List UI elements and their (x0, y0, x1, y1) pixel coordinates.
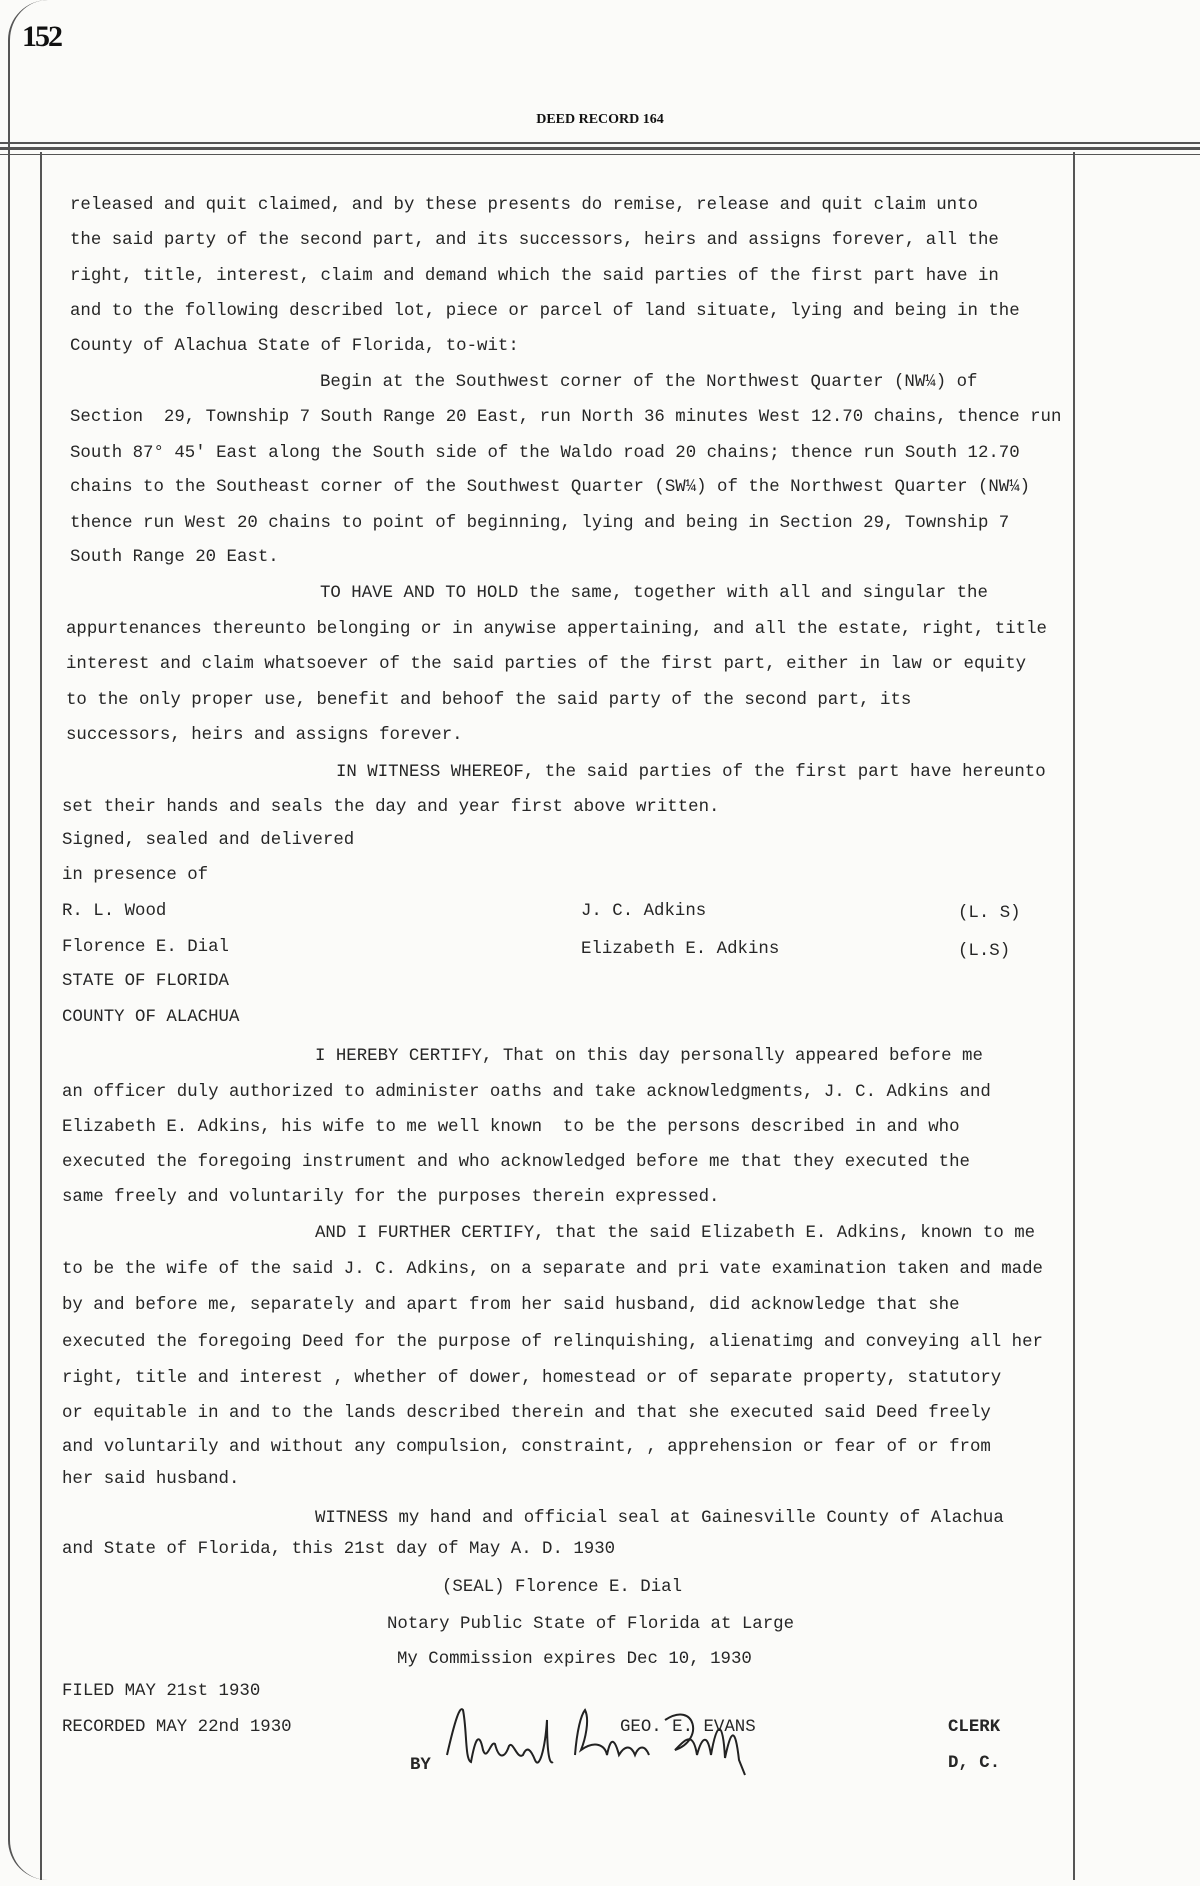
notary-seal-line: (SEAL) Florence E. Dial (442, 1578, 683, 1597)
text-line: or equitable in and to the lands described therein and that she executed said Deed freely (62, 1404, 991, 1423)
witness-name: Florence E. Dial (62, 938, 229, 957)
clerk-label: CLERK (948, 1718, 1001, 1737)
text-line: in presence of (62, 866, 209, 885)
text-line: same freely and voluntarily for the purposes therein expressed. (62, 1188, 720, 1207)
deputy-clerk-label: D, C. (948, 1754, 1001, 1773)
header-rule (0, 147, 1200, 150)
text-line: to be the wife of the said J. C. Adkins, on a separate and pri vate examination taken and made (62, 1260, 1043, 1279)
notary-title: Notary Public State of Florida at Large (387, 1615, 795, 1634)
right-margin-line (1073, 152, 1075, 1880)
filed-date: FILED MAY 21st 1930 (62, 1682, 261, 1701)
text-line: executed the foregoing Deed for the purpose of relinquishing, alienatimg and conveying all her (62, 1333, 1043, 1352)
grantor-name: J. C. Adkins (581, 902, 707, 921)
text-line: Signed, sealed and delivered (62, 831, 355, 850)
text-line: appurtenances thereunto belonging or in anywise appertaining, and all the estate, right, title (66, 620, 1047, 639)
text-line: South 87° 45' East along the South side of the Waldo road 20 chains; thence run South 12.70 (70, 444, 1020, 463)
text-line: chains to the Southeast corner of the Southwest Quarter (SW¼) of the Northwest Quarter (NW¼) (70, 478, 1031, 497)
text-line: to the only proper use, benefit and behoof the said party of the second part, its (66, 691, 912, 710)
recorded-date: RECORDED MAY 22nd 1930 (62, 1718, 292, 1737)
text-line: set their hands and seals the day and year first above written. (62, 798, 720, 817)
text-line: County of Alachua State of Florida, to-wit: (70, 337, 519, 356)
text-line: successors, heirs and assigns forever. (66, 726, 463, 745)
text-line: TO HAVE AND TO HOLD the same, together with all and singular the (320, 584, 988, 603)
text-line: Elizabeth E. Adkins, his wife to me well known to be the persons described in and who (62, 1118, 960, 1137)
text-line: I HEREBY CERTIFY, That on this day personally appeared before me (315, 1047, 983, 1066)
clerk-name: GEO. E. EVANS (620, 1718, 756, 1737)
text-line: and State of Florida, this 21st day of May A. D. 1930 (62, 1540, 616, 1559)
left-margin-line (40, 152, 42, 1880)
header-rule (0, 154, 1200, 155)
text-line: right, title and interest , whether of dower, homestead or of separate property, statutory (62, 1369, 1002, 1388)
seal-mark: (L.S) (958, 942, 1011, 961)
text-line: IN WITNESS WHEREOF, the said parties of the first part have hereunto (336, 763, 1046, 782)
text-line: by and before me, separately and apart from her said husband, did acknowledge that she (62, 1296, 960, 1315)
notary-commission: My Commission expires Dec 10, 1930 (397, 1650, 752, 1669)
text-line: and voluntarily and without any compulsion, constraint, , apprehension or fear of or from (62, 1438, 991, 1457)
venue-state: STATE OF FLORIDA (62, 972, 229, 991)
deputy-clerk-signature (435, 1700, 805, 1780)
seal-mark: (L. S) (958, 904, 1021, 923)
by-label: BY (410, 1756, 431, 1775)
text-line: right, title, interest, claim and demand which the said parties of the first part have in (70, 267, 999, 286)
page-header: DEED RECORD 164 (536, 112, 664, 127)
page-number: 152 (22, 20, 61, 53)
text-line: her said husband. (62, 1470, 240, 1489)
venue-county: COUNTY OF ALACHUA (62, 1008, 240, 1027)
text-line: and to the following described lot, piece or parcel of land situate, lying and being in the (70, 302, 1020, 321)
text-line: an officer duly authorized to administer oaths and take acknowledgments, J. C. Adkins and (62, 1083, 991, 1102)
text-line: released and quit claimed, and by these presents do remise, release and quit claim unto (70, 196, 978, 215)
grantor-name: Elizabeth E. Adkins (581, 940, 780, 959)
text-line: South Range 20 East. (70, 548, 279, 567)
text-line: executed the foregoing instrument and who acknowledged before me that they executed the (62, 1153, 970, 1172)
text-line: Section 29, Township 7 South Range 20 East, run North 36 minutes West 12.70 chains, thence run (70, 408, 1062, 427)
text-line: the said party of the second part, and its successors, heirs and assigns forever, all the (70, 231, 999, 250)
text-line: interest and claim whatsoever of the said parties of the first part, either in law or equity (66, 655, 1027, 674)
text-line: WITNESS my hand and official seal at Gainesville County of Alachua (315, 1509, 1004, 1528)
header-rule (0, 142, 1200, 144)
text-line: thence run West 20 chains to point of beginning, lying and being in Section 29, Township 7 (70, 514, 1010, 533)
text-line: Begin at the Southwest corner of the Northwest Quarter (NW¼) of (320, 373, 978, 392)
text-line: AND I FURTHER CERTIFY, that the said Elizabeth E. Adkins, known to me (315, 1224, 1036, 1243)
witness-name: R. L. Wood (62, 902, 167, 921)
